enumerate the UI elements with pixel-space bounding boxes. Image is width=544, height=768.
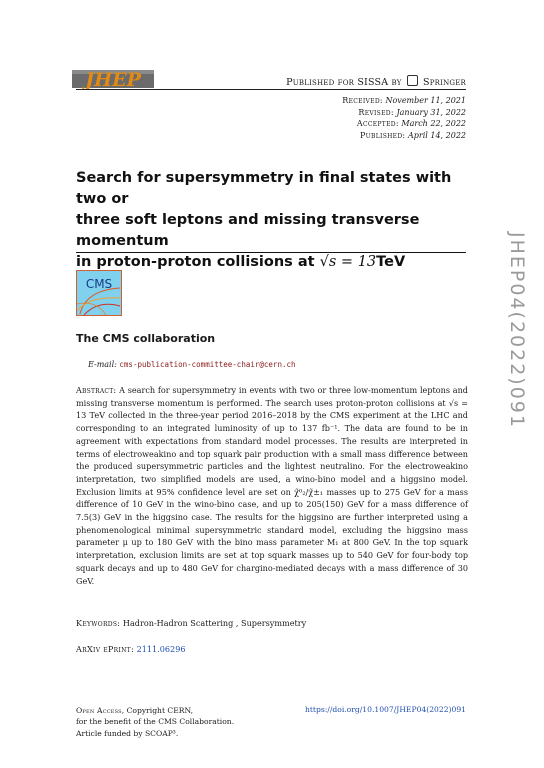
keywords bbox=[76, 618, 306, 628]
date-accepted: Accepted: March 22, 2022 bbox=[356, 119, 466, 129]
title-math-sqrt-s: √s = 13 bbox=[319, 254, 377, 270]
footer-line-2: for the benefit of the CMS Collaboration. bbox=[76, 717, 235, 727]
title-line-3: in proton-proton collisions at √s = 13TeV bbox=[76, 254, 406, 270]
title-line-1: Search for supersymmetry in final states with two or bbox=[76, 170, 452, 207]
date-published: Published: April 14, 2022 bbox=[360, 130, 466, 140]
jhep-logo-text: JHEP bbox=[85, 69, 141, 91]
footer-license: Open Access, Copyright CERN, for the benefit of the CMS Collaboration. Article funded by SCOAP³. bbox=[76, 706, 235, 738]
arxiv-eprint bbox=[76, 644, 186, 654]
cms-logo-text: CMS bbox=[85, 277, 113, 291]
springer-horse-icon bbox=[407, 75, 418, 86]
title-rule bbox=[76, 252, 466, 253]
publication-dates bbox=[342, 95, 466, 141]
side-journal-id: JHEP04(2022)091 bbox=[506, 232, 528, 429]
email-line bbox=[88, 360, 296, 369]
keywords-label: Keywords: bbox=[76, 618, 121, 628]
arxiv-label: ArXiv ePrint: bbox=[76, 644, 134, 654]
arxiv-link[interactable]: 2111.06296 bbox=[136, 644, 186, 654]
keywords-text: Hadron-Hadron Scattering , Supersymmetry bbox=[122, 618, 307, 628]
open-access-label: Open Access bbox=[76, 706, 122, 715]
collaboration-name: The CMS collaboration bbox=[76, 332, 216, 345]
date-revised: Revised: January 31, 2022 bbox=[358, 107, 466, 117]
title-unit: TeV bbox=[376, 254, 406, 270]
cms-logo bbox=[76, 270, 122, 316]
footer-line-3: Article funded by SCOAP³. bbox=[76, 728, 179, 738]
paper-title bbox=[76, 168, 476, 273]
title-line-2: three soft leptons and missing transverse momentum bbox=[76, 212, 420, 249]
email-address-link[interactable]: cms-publication-committee-chair@cern.ch bbox=[119, 360, 296, 369]
published-for-line bbox=[286, 75, 466, 88]
publisher-name: Springer bbox=[423, 77, 466, 88]
published-for-text: Published for SISSA by bbox=[286, 77, 402, 88]
date-received: Received: November 11, 2021 bbox=[342, 96, 466, 105]
abstract-label: Abstract: bbox=[76, 385, 117, 395]
abstract bbox=[76, 384, 468, 587]
doi-link[interactable]: https://doi.org/10.1007/JHEP04(2022)091 bbox=[304, 705, 466, 714]
header-rule bbox=[76, 89, 466, 90]
abstract-text: A search for supersymmetry in events with two or three low-momentum leptons and missing transverse momentum is performed. The search uses proton-proton collisions at √s = 13 TeV collected in the three-year period 2016–2018 by the CMS experiment at the LHC and corresponding to an integrated luminosity of up to 137 fb⁻¹. The data are found to be in agreement with expectations from standard model processes. The results are interpreted in terms of electroweakino and top squark pair production with a small mass difference between the produced supersymmetric particles and the lightest neutralino. For the electroweakino interpretation, two simplified models are used, a wino-bino model and a higgsino model. Exclusion limits at 95% confidence level are set on χ̃⁰₂/χ̃±₁ masses up to 275 GeV for a mass difference of 10 GeV in the wino-bino case, and up to 205(150) GeV for a mass difference of 7.5(3) GeV in the higgsino case. The results for the higgsino are further interpreted using a phenomenological minimal supersymmetric standard model, excluding the higgsino mass parameter μ up to 180 GeV with the bino mass parameter M₁ at 800 GeV. In the top squark interpretation, exclusion limits are set at top squark masses up to 540 GeV for four-body top squark decays and up to 480 GeV for chargino-mediated decays with a mass difference of 30 GeV. bbox=[76, 385, 468, 586]
email-label: E-mail: bbox=[88, 360, 117, 369]
